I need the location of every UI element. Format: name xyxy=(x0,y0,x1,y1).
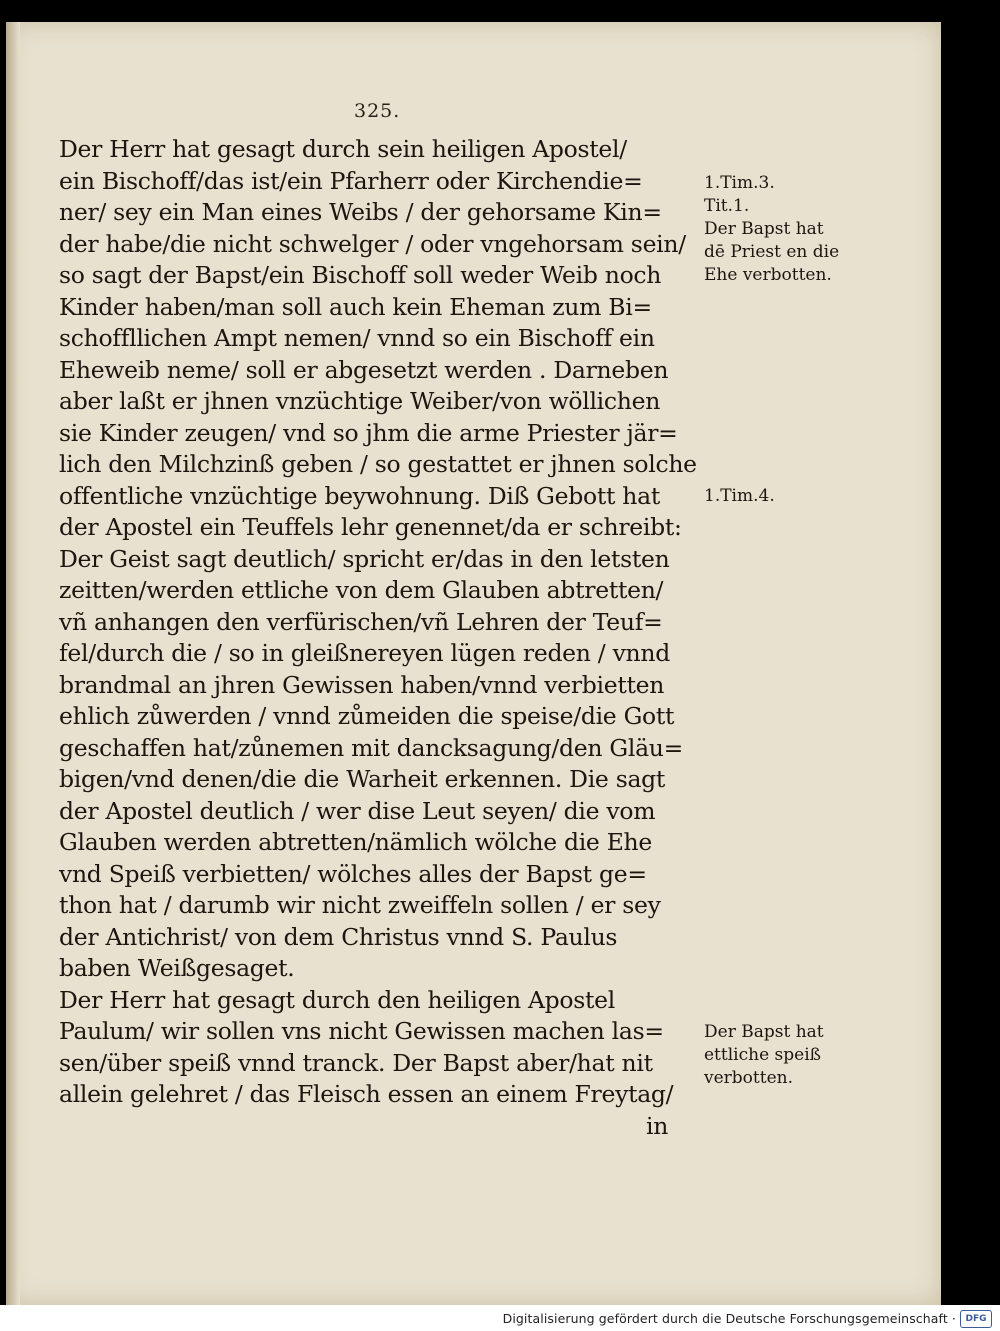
marginal-note-line: Der Bapst hat xyxy=(704,219,824,239)
text-line: vnd Speiß verbietten/ wölches alles der Bapst ge= xyxy=(59,859,647,888)
text-line: Der Geist sagt deutlich/ spricht er/das in den letsten xyxy=(59,544,670,573)
text-line: Der Herr hat gesagt durch den heiligen Apostel xyxy=(59,985,615,1014)
marginal-note-line: verbotten. xyxy=(704,1068,793,1088)
marginal-note-3 xyxy=(704,1021,864,1090)
footer-bar xyxy=(0,1305,1000,1331)
text-line: brandmal an jhren Gewissen haben/vnnd verbietten xyxy=(59,670,665,699)
text-line: ein Bischoff/das ist/ein Pfarherr oder Kirchendie= xyxy=(59,166,643,195)
marginal-note-line: Der Bapst hat xyxy=(704,1022,824,1042)
marginal-note-1 xyxy=(704,172,864,287)
text-line: sen/über speiß vnnd tranck. Der Bapst aber/hat nit xyxy=(59,1048,653,1077)
text-line: ehlich zůwerden / vnnd zůmeiden die speise/die Gott xyxy=(59,702,675,730)
catchword: in xyxy=(646,1112,669,1140)
marginal-note-line: Tit.1. xyxy=(704,196,750,216)
text-line: zeitten/werden ettliche von dem Glauben abtretten/ xyxy=(59,576,664,604)
dfg-logo: DFG xyxy=(960,1310,992,1328)
text-line: offentliche vnzüchtige beywohnung. Diß Gebott hat xyxy=(59,481,660,510)
text-line: der Apostel deutlich / wer dise Leut seyen/ die vom xyxy=(59,796,656,825)
text-line: sie Kinder zeugen/ vnd so jhm die arme Priester jär= xyxy=(59,418,678,447)
marginal-note-line: ettliche speiß xyxy=(704,1045,821,1065)
text-line: vñ anhangen den verfürischen/vñ Lehren der Teuf= xyxy=(59,607,663,636)
marginal-note-2 xyxy=(704,485,864,508)
text-line: bigen/vnd denen/die die Warheit erkennen. Die sagt xyxy=(59,765,666,793)
text-line: baben Weißgesaget. xyxy=(59,954,295,982)
text-line: geschaffen hat/zůnemen mit dancksagung/den Gläu= xyxy=(59,733,684,762)
text-line: ner/ sey ein Man eines Weibs / der gehorsame Kin= xyxy=(59,198,662,226)
text-line: lich den Milchzinß geben / so gestattet er jhnen solche xyxy=(59,450,697,478)
marginal-note-line: 1.Tim.3. xyxy=(704,173,775,193)
text-line: der Antichrist/ von dem Christus vnnd S. Paulus xyxy=(59,922,618,951)
text-line: aber laßt er jhnen vnzüchtige Weiber/von wöllichen xyxy=(59,387,661,415)
page-number: 325. xyxy=(354,100,401,122)
text-line: der habe/die nicht schwelger / oder vngehorsam sein/ xyxy=(59,229,686,258)
marginal-note-line: 1.Tim.4. xyxy=(704,486,775,506)
text-line: Glauben werden abtretten/nämlich wölche die Ehe xyxy=(59,828,652,856)
text-line: Kinder haben/man soll auch kein Eheman zum Bi= xyxy=(59,292,652,321)
page-gutter xyxy=(6,22,20,1305)
body-text xyxy=(59,134,714,1111)
text-line: schoffllichen Ampt nemen/ vnnd so ein Bischoff ein xyxy=(59,324,655,352)
text-line: fel/durch die / so in gleißnereyen lügen reden / vnnd xyxy=(59,639,670,667)
text-line: Eheweib neme/ soll er abgesetzt werden . Darneben xyxy=(59,355,669,384)
book-page xyxy=(6,22,941,1305)
text-line: so sagt der Bapst/ein Bischoff soll weder Weib noch xyxy=(59,261,662,289)
text-line: thon hat / darumb wir nicht zweiffeln sollen / er sey xyxy=(59,891,661,919)
text-line: allein gelehret / das Fleisch essen an einem Freytag/ xyxy=(59,1080,674,1108)
text-line: Paulum/ wir sollen vns nicht Gewissen machen las= xyxy=(59,1017,664,1045)
text-line: Der Herr hat gesagt durch sein heiligen Apostel/ xyxy=(59,135,627,163)
funding-credit: Digitalisierung gefördert durch die Deutsche Forschungsgemeinschaft · xyxy=(502,1311,956,1326)
marginal-note-line: dē Priest en die xyxy=(704,242,840,262)
text-line: der Apostel ein Teuffels lehr genennet/da er schreibt: xyxy=(59,513,682,541)
marginal-note-line: Ehe verbotten. xyxy=(704,265,832,285)
